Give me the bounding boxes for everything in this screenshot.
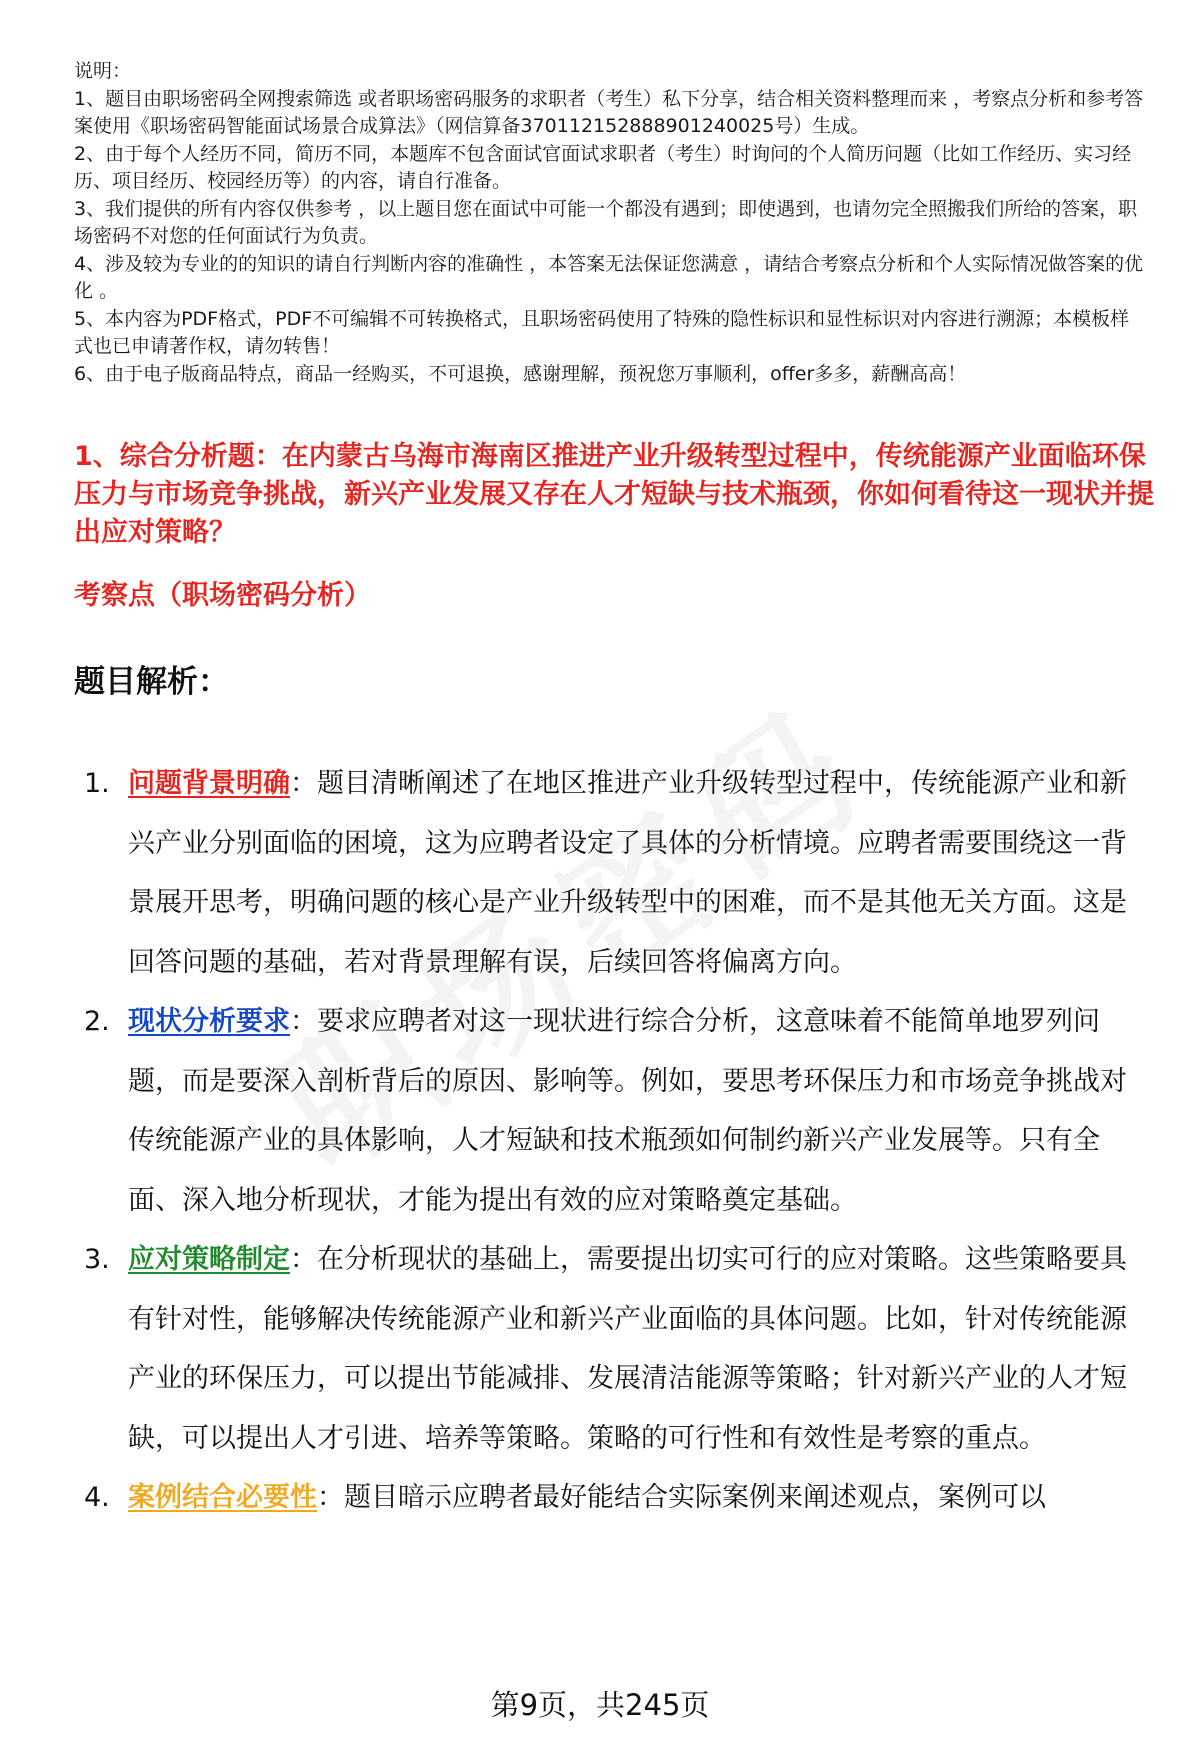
page-footer: 第9页，共245页 (490, 1688, 710, 1722)
analysis-item (84, 1230, 1144, 1468)
item-colon: ： (317, 1482, 344, 1513)
kaochadian-label: 考察点（职场密码分析） (74, 580, 371, 611)
item-text: 要求应聘者对这一现状进行综合分析，这意味着不能简单地罗列问题，而是要深入剖析背后的原因、影响等。例如，要思考环保压力和市场竞争挑战对传统能源产业的具体影响，人才短缺和技术瓶颈如何制约新兴产业发展等。只有全面、深入地分析现状，才能为提出有效的应对策略奠定基础。 (128, 1006, 1127, 1216)
notes-item: 4、涉及较为专业的的知识的请自行判断内容的准确性 ，本答案无法保证您满意 ，请结合考察点分析和个人实际情况做答案的优化 。 (74, 252, 1144, 302)
item-number: 1. (84, 768, 110, 799)
item-colon: ： (290, 1006, 317, 1037)
item-number: 4. (84, 1482, 110, 1513)
item-number: 3. (84, 1244, 110, 1275)
item-text: 在分析现状的基础上，需要提出切实可行的应对策略。这些策略要具有针对性，能够解决传统能源产业和新兴产业面临的具体问题。比如，针对传统能源产业的环保压力，可以提出节能减排、发展清洁能源等策略；针对新兴产业的人才短缺，可以提出人才引进、培养等策略。策略的可行性和有效性是考察的重点。 (128, 1244, 1127, 1454)
question-title: 1、综合分析题：在内蒙古乌海市海南区推进产业升级转型过程中，传统能源产业面临环保压力与市场竞争挑战，新兴产业发展又存在人才短缺与技术瓶颈，你如何看待这一现状并提出应对策略？ (74, 441, 1154, 548)
item-colon: ： (290, 1244, 317, 1275)
item-keyword: 问题背景明确 (128, 768, 290, 799)
analysis-item (84, 992, 1144, 1230)
notes-item: 6、由于电子版商品特点，商品一经购买，不可退换，感谢理解，预祝您万事顺利，offer多多，薪酬高高！ (74, 362, 967, 385)
item-colon: ： (290, 768, 317, 799)
notes-item: 1、题目由职场密码全网搜索筛选 或者职场密码服务的求职者（考生）私下分享，结合相关资料整理而来 ，考察点分析和参考答案使用《职场密码智能面试场景合成算法》（网信算备370112152888901240025号）生成。 (74, 87, 1144, 137)
notes-item: 3、我们提供的所有内容仅供参考 ，以上题目您在面试中可能一个都没有遇到；即使遇到，也请勿完全照搬我们所给的答案，职场密码不对您的任何面试行为负责。 (74, 197, 1138, 247)
notes-heading: 说明： (74, 60, 132, 82)
item-keyword: 案例结合必要性 (128, 1482, 317, 1513)
analysis-item (84, 754, 1144, 992)
item-text: 题目暗示应聘者最好能结合实际案例来阐述观点，案例可以 (344, 1482, 1046, 1513)
item-number: 2. (84, 1006, 110, 1037)
analysis-item (84, 1468, 1144, 1528)
notes-item: 5、本内容为PDF格式，PDF不可编辑不可转换格式，且职场密码使用了特殊的隐性标识和显性标识对内容进行溯源；本模板样式也已申请著作权，请勿转售！ (74, 307, 1130, 357)
item-text: 题目清晰阐述了在地区推进产业升级转型过程中，传统能源产业和新兴产业分别面临的困境，这为应聘者设定了具体的分析情境。应聘者需要围绕这一背景展开思考，明确问题的核心是产业升级转型中的困难，而不是其他无关方面。这是回答问题的基础，若对背景理解有误，后续回答将偏离方向。 (128, 768, 1127, 978)
analysis-title: 题目解析： (74, 664, 229, 700)
item-keyword: 现状分析要求 (128, 1006, 290, 1037)
notes-item: 2、由于每个人经历不同，简历不同，本题库不包含面试官面试求职者（考生）时询问的个人简历问题（比如工作经历、实习经历、项目经历、校园经历等）的内容，请自行准备。 (74, 142, 1132, 192)
analysis-list (84, 754, 1144, 1528)
item-keyword: 应对策略制定 (128, 1244, 290, 1275)
notes-section (74, 58, 1144, 388)
